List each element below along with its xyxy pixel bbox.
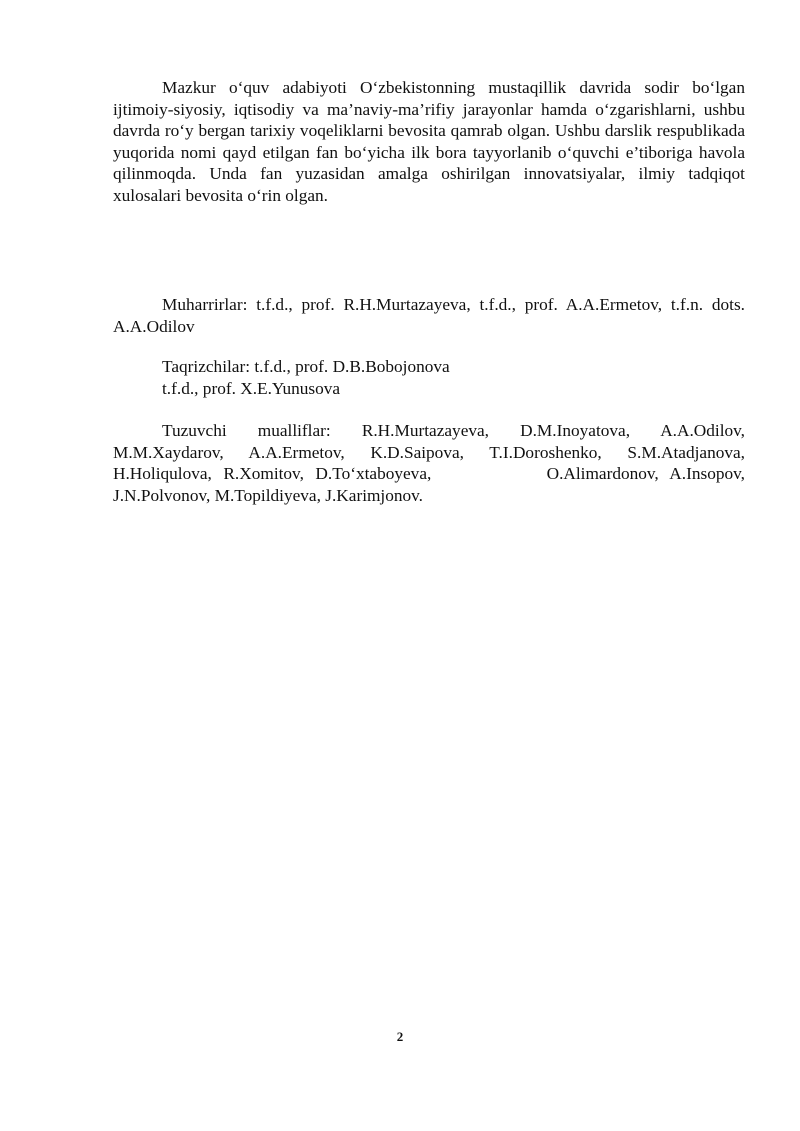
authors-section [113,420,750,506]
intro-section [113,77,745,206]
page-number: 2 [396,1029,404,1044]
reviewers-line-1: Taqrizchilar: t.f.d., prof. D.B.Bobojonova [162,357,450,376]
intro-paragraph: Mazkur o‘quv adabiyoti O‘zbekistonning mustaqillik davrida sodir bo‘lgan ijtimoiy-siyosiy, iqtisodiy va ma’naviy-ma’rifiy jarayonlar hamda o‘zgarishlarni, ushbu davrda ro‘y bergan tarixiy voqeliklarni bevosita qamrab olgan. Ushbu darslik respublikada yuqorida nomi qayd etilgan fan bo‘yicha ilk bora tayyorlanib o‘quvchi e’tiboriga havola qilinmoqda. Unda fan yuzasidan amalga oshirilgan innovatsiyalar, ilmiy tadqiqot xulosalari bevosita o‘rin olgan. [113,78,745,205]
editors-section [113,294,745,337]
authors-paragraph: Tuzuvchi mualliflar: R.H.Murtazayeva, D.M.Inoyatova, A.A.Odilov, M.M.Xaydarov, A.A.Ermetov, K.D.Saipova, T.I.Doroshenko, S.M.Atadjanova, H.Holiqulova, R.Xomitov, D.To‘xtaboyeva, O.Alimardonov, A.Insopov, J.N.Polvonov, M.Topildiyeva, J.Karimjonov. [113,421,750,505]
editors-paragraph: Muharrirlar: t.f.d., prof. R.H.Murtazayeva, t.f.d., prof. A.A.Ermetov, t.f.n. dots. A.A.Odilov [113,295,745,336]
reviewers-section [113,356,745,399]
reviewers-line-2: t.f.d., prof. X.E.Yunusova [162,378,341,398]
